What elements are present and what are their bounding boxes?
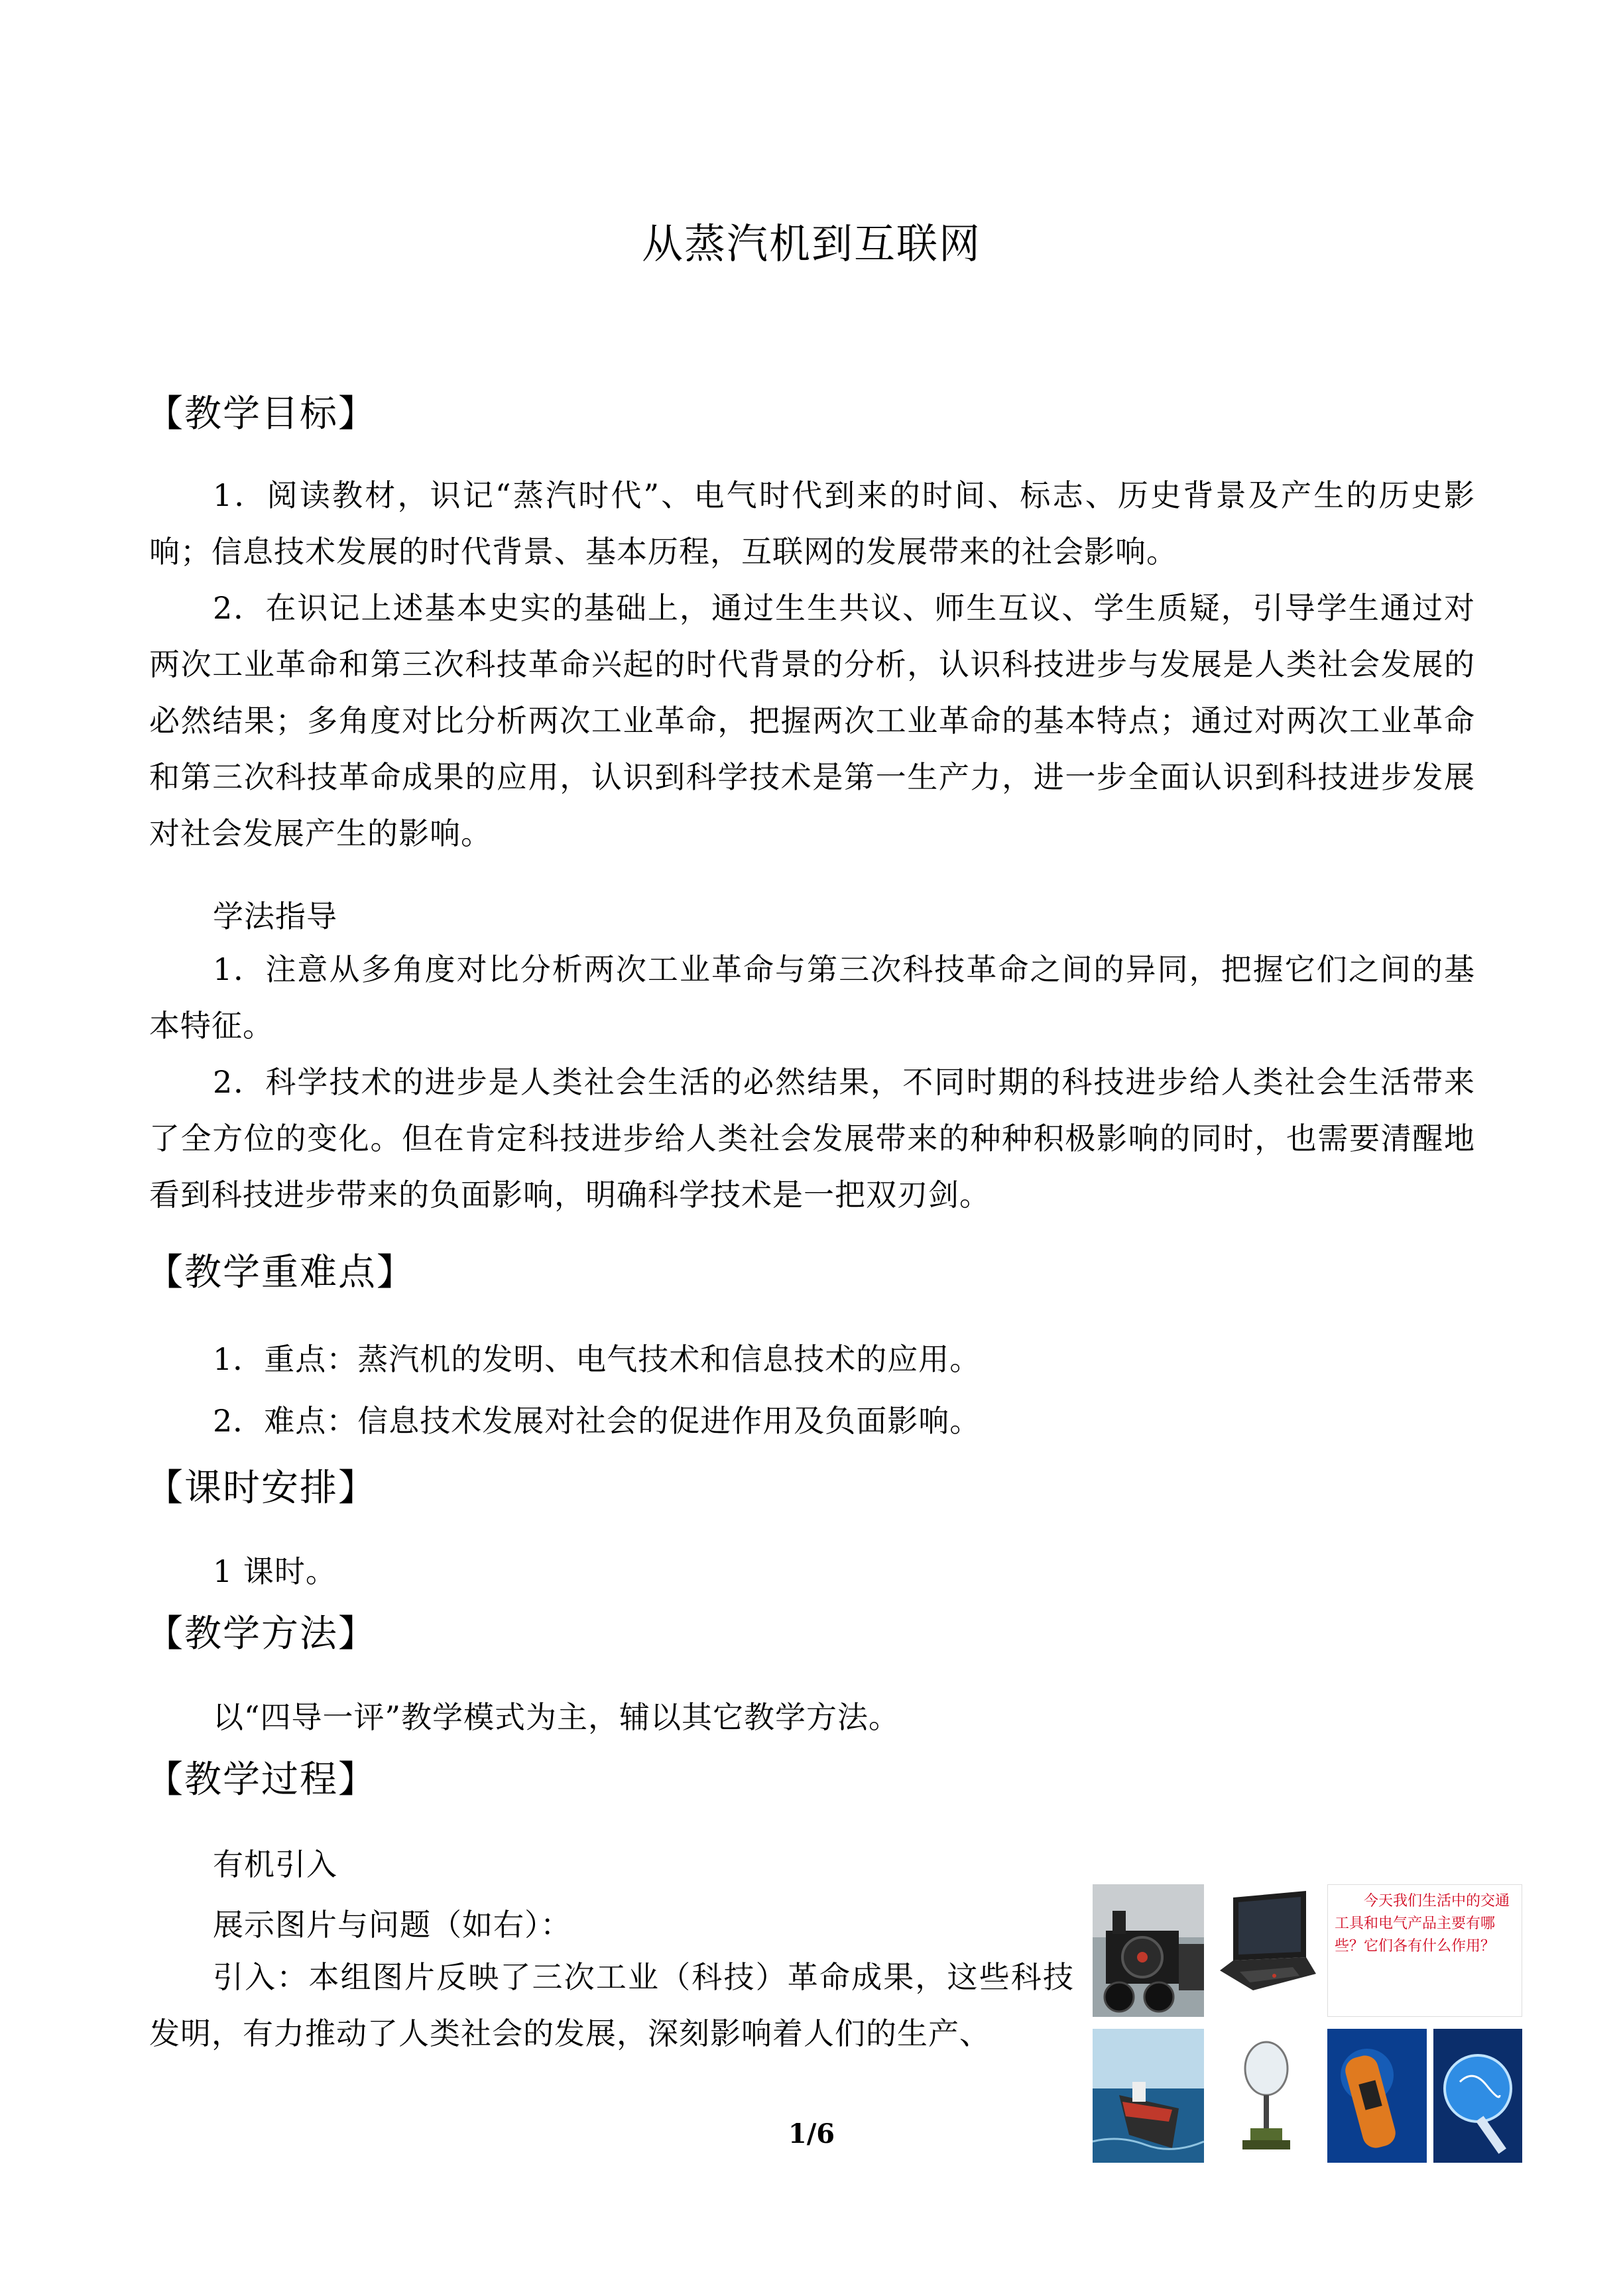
guide-2-paragraph: 2．科学技术的进步是人类社会生活的必然结果，不同时期的科技进步给人类社会生活带来了全方位的变化。但在肯定科技进步给人类社会发展带来的种种积极影响的同时，也需要清醒地看到科技进步带来的负面影响，明确科学技术是一把双刃剑。 xyxy=(149,1064,1475,1213)
goal-2-paragraph: 2．在识记上述基本史实的基础上，通过生生共议、师生互议、学生质疑，引导学生通过对两次工业革命和第三次科技革命兴起的时代背景的分析，认识科技进步与发展是人类社会发展的必然结果；多角度对比分析两次工业革命，把握两次工业革命的基本特点；通过对两次工业革命和第三次科技革命成果的应用，认识到科学技术是第一生产力，进一步全面认识到科技进步发展对社会发展产生的影响。 xyxy=(149,590,1475,851)
goal-1-paragraph: 1．阅读教材，识记“蒸汽时代”、电气时代到来的时间、标志、历史背景及产生的历史影响；信息技术发展的时代背景、基本历程，互联网的发展带来的社会影响。 xyxy=(149,477,1475,570)
intro-label: 有机引入 xyxy=(213,1846,337,1882)
document-title: 从蒸汽机到互联网 xyxy=(641,219,981,268)
page-number: 1/6 xyxy=(788,2118,835,2149)
show-pictures-label: 展示图片与问题（如右）： xyxy=(213,1907,571,1943)
question-text: 今天我们生活中的交通工具和电气产品主要有哪些？它们各有什么作用？ xyxy=(1327,1884,1522,2017)
method-guide-label: 学法指导 xyxy=(213,898,337,934)
intro-paragraph: 引入：本组图片反映了三次工业（科技）革命成果，这些科技发明，有力推动了人类社会的发展，深刻影响着人们的生产、 xyxy=(149,1959,1074,2051)
steam-locomotive-image xyxy=(1093,1884,1204,2017)
teaching-method-text: 以“四导一评”教学模式为主，辅以其它教学方法。 xyxy=(213,1699,900,1735)
guide-1-paragraph: 1．注意从多角度对比分析两次工业革命与第三次科技革命之间的异同，把握它们之间的基本特征。 xyxy=(149,951,1475,1044)
laptop-image xyxy=(1213,1884,1319,2017)
heading-key-points: 【教学重难点】 xyxy=(146,1251,415,1294)
schedule-text: 1 课时。 xyxy=(213,1553,337,1589)
heading-teaching-method: 【教学方法】 xyxy=(146,1612,377,1656)
heading-schedule: 【课时安排】 xyxy=(146,1467,377,1510)
question-card xyxy=(1327,1884,1522,2017)
heading-teaching-process: 【教学过程】 xyxy=(146,1758,377,1801)
key-point-1: 1．重点：蒸汽机的发明、电气技术和信息技术的应用。 xyxy=(213,1341,981,1377)
heading-teaching-goals: 【教学目标】 xyxy=(146,393,377,436)
key-point-2: 2．难点：信息技术发展对社会的促进作用及负面影响。 xyxy=(213,1403,981,1439)
